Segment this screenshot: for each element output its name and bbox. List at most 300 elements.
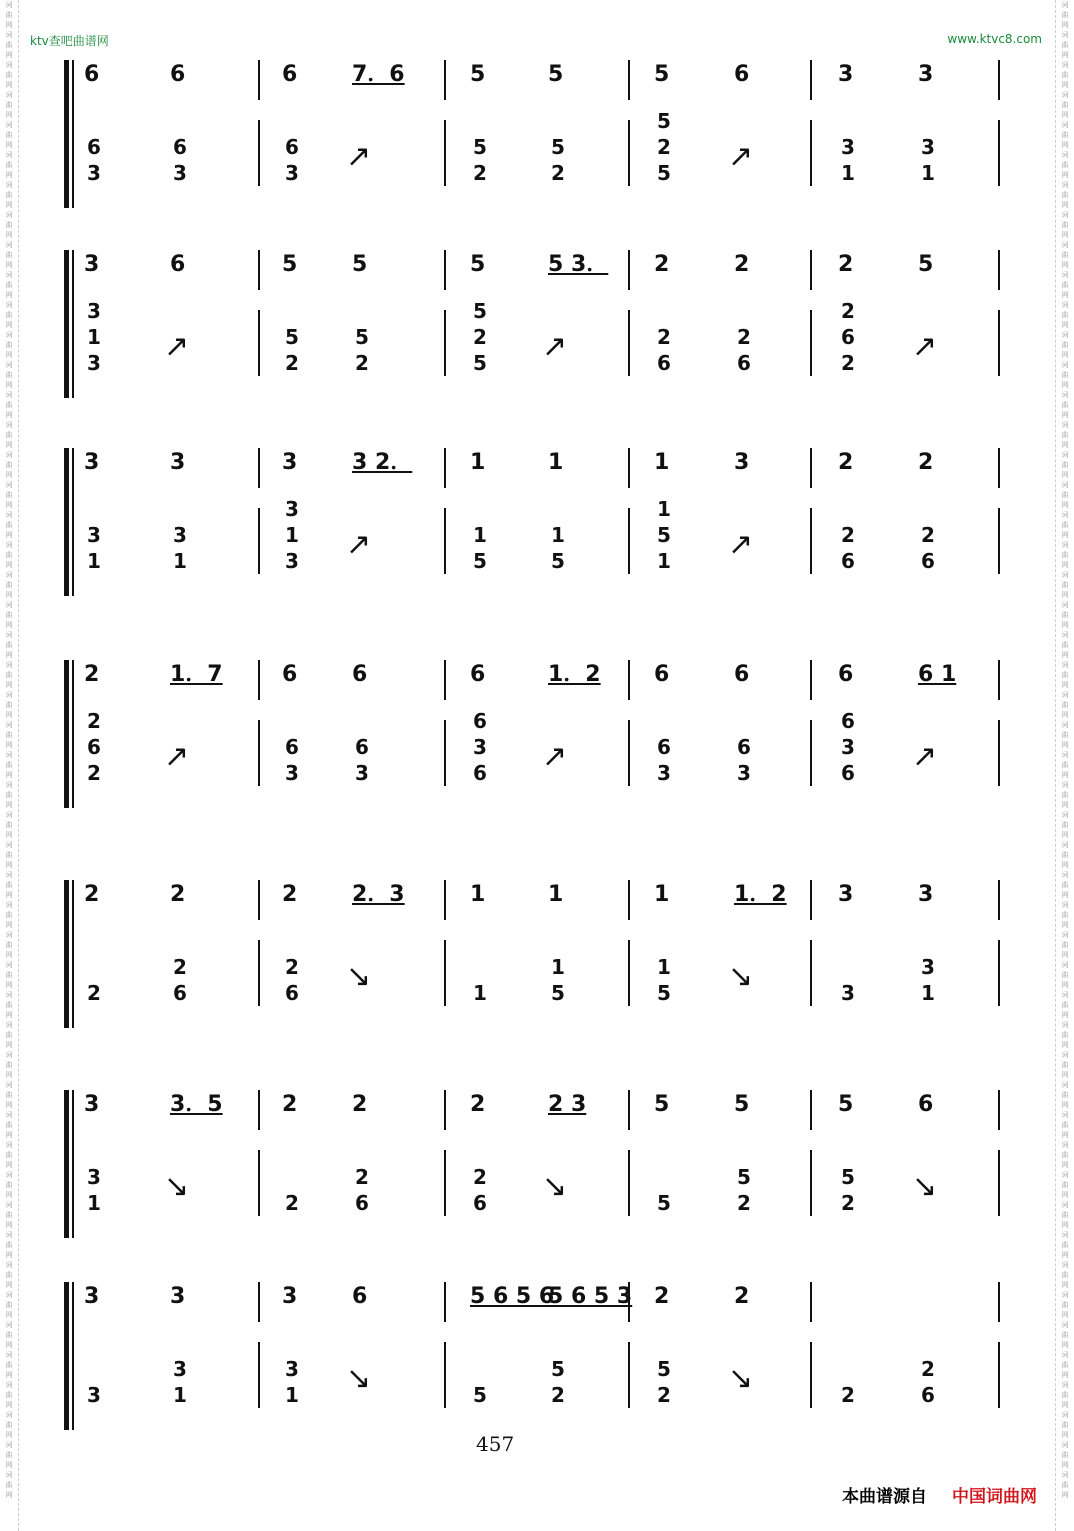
chord-note: 6 [285, 735, 299, 759]
lower-chord [654, 108, 674, 186]
barline [444, 1342, 446, 1408]
system-bracket [64, 1282, 69, 1430]
barline [258, 720, 260, 786]
upper-note: 3 2． [352, 450, 413, 475]
page-number: 457 [476, 1432, 515, 1456]
chord-note: 3 [285, 1357, 299, 1381]
upper-note: 2 [734, 1284, 750, 1309]
chord-note: 5 [657, 109, 671, 133]
lower-chord [918, 1356, 938, 1408]
lower-chord [282, 1356, 302, 1408]
chord-note: 6 [737, 351, 751, 375]
upper-note: 5 [734, 1092, 750, 1117]
chord-note: 3 [87, 161, 101, 185]
chord-note: 1 [551, 955, 565, 979]
lower-chord [654, 734, 674, 786]
system-bracket-inner [72, 448, 74, 596]
system-bracket-inner [72, 1282, 74, 1430]
chord-note: 1 [657, 549, 671, 573]
upper-note: 5 [352, 252, 368, 277]
lower-chord [282, 954, 302, 1006]
barline [258, 1282, 260, 1322]
chord-note: 6 [841, 325, 855, 349]
chord-note: 3 [921, 955, 935, 979]
barline [258, 448, 260, 488]
upper-note: 5 [838, 1092, 854, 1117]
chord-note: 5 [737, 1165, 751, 1189]
chord-note: 6 [173, 981, 187, 1005]
chord-note: 1 [285, 1383, 299, 1407]
lower-chord [838, 708, 858, 786]
chord-note: 5 [473, 351, 487, 375]
upper-note: 3 [170, 1284, 186, 1309]
barline [810, 60, 812, 100]
chord-note: 3 [737, 761, 751, 785]
upper-note: 3 [838, 62, 854, 87]
upper-note: 6 [470, 662, 486, 687]
barline [998, 720, 1000, 786]
chord-note: 1 [173, 549, 187, 573]
upper-note: 3 [838, 882, 854, 907]
barline [628, 1342, 630, 1408]
lower-chord [548, 1356, 568, 1408]
chord-note: 6 [87, 135, 101, 159]
lower-chord [84, 522, 104, 574]
barline [628, 1150, 630, 1216]
chord-note: 2 [473, 161, 487, 185]
chord-note: 6 [285, 135, 299, 159]
barline [258, 250, 260, 290]
upper-note: 3．5 [170, 1092, 223, 1117]
lower-chord [84, 298, 104, 376]
chord-note: 6 [737, 735, 751, 759]
barline [444, 508, 446, 574]
upper-note: 5 6 5 6 [470, 1284, 555, 1309]
barline [810, 660, 812, 700]
upper-note: 1．7 [170, 662, 223, 687]
barline [998, 940, 1000, 1006]
chord-note: 2 [87, 761, 101, 785]
chord-note: 2 [737, 1191, 751, 1215]
barline [998, 1150, 1000, 1216]
lower-chord [282, 496, 302, 574]
arrow-up-right-icon: ↗ [164, 329, 190, 364]
upper-note: 6 [918, 1092, 934, 1117]
upper-note: 2 [84, 882, 100, 907]
chord-note: 5 [657, 161, 671, 185]
lower-chord [734, 734, 754, 786]
lower-chord [352, 1164, 372, 1216]
barline [258, 660, 260, 700]
system-bracket [64, 448, 69, 596]
lower-chord [838, 1164, 858, 1216]
barline [444, 1150, 446, 1216]
chord-note: 2 [473, 325, 487, 349]
lower-chord [470, 298, 490, 376]
chord-note: 6 [841, 549, 855, 573]
barline [998, 250, 1000, 290]
barline [628, 120, 630, 186]
lower-chord [470, 980, 490, 1006]
chord-note: 6 [921, 1383, 935, 1407]
barline [628, 60, 630, 100]
chord-note: 3 [173, 1357, 187, 1381]
chord-note: 5 [657, 523, 671, 547]
lower-chord [170, 134, 190, 186]
chord-note: 5 [657, 1191, 671, 1215]
lower-chord [282, 324, 302, 376]
lower-chord [84, 1164, 104, 1216]
upper-note: 2 [838, 450, 854, 475]
upper-note: 3 [918, 62, 934, 87]
right-margin-watermark: 词 曲 网 词 曲 网 词 曲 网 词 曲 网 词 曲 网 词 曲 网 词 曲 网 词 曲 网 词 曲 网 词 曲 网 词 曲 网 词 曲 网 词 曲 网 词 曲 网 词 曲 网 词 曲 网 词 曲 网 词 曲 网 词 曲 网 词 曲 网 词 曲 网 词 曲 网 词 曲 网 词 曲 网 词 曲 网 词 曲 网 词 曲 网 词 曲 网 词 曲 网 词 曲 网 词 曲 网 词 曲 网 词 曲 网 词 曲 网 词 曲 网 词 曲 网 词 曲 网 词 曲 网 词 曲 网 词 曲 网 词 曲 网 词 曲 网 词 曲 网 词 曲 网 词 曲 网 词 曲 网 词 曲 网 词 曲 网 词 曲 网 词 曲 网 [1061, 1, 1069, 1499]
lower-chord [838, 298, 858, 376]
arrow-up-right-icon: ↗ [542, 329, 568, 364]
chord-note: 2 [841, 1383, 855, 1407]
lower-chord [470, 522, 490, 574]
barline [998, 120, 1000, 186]
upper-note: 2 3 [548, 1092, 587, 1117]
chord-note: 1 [87, 549, 101, 573]
chord-note: 2 [551, 1383, 565, 1407]
chord-note: 2 [921, 523, 935, 547]
chord-note: 5 [473, 549, 487, 573]
barline [444, 1282, 446, 1322]
barline [444, 940, 446, 1006]
barline [998, 310, 1000, 376]
barline [258, 1342, 260, 1408]
chord-note: 2 [841, 523, 855, 547]
upper-note: 7．6 [352, 62, 405, 87]
chord-note: 2 [551, 161, 565, 185]
upper-note: 6 [170, 252, 186, 277]
barline [444, 310, 446, 376]
chord-note: 2 [841, 351, 855, 375]
barline [444, 880, 446, 920]
upper-note: 5 6 5 3 [548, 1284, 633, 1309]
arrow-down-right-icon: ↘ [912, 1169, 938, 1204]
chord-note: 3 [841, 735, 855, 759]
chord-note: 5 [551, 981, 565, 1005]
barline [810, 250, 812, 290]
left-margin-watermark: 词 曲 网 词 曲 网 词 曲 网 词 曲 网 词 曲 网 词 曲 网 词 曲 网 词 曲 网 词 曲 网 词 曲 网 词 曲 网 词 曲 网 词 曲 网 词 曲 网 词 曲 网 词 曲 网 词 曲 网 词 曲 网 词 曲 网 词 曲 网 词 曲 网 词 曲 网 词 曲 网 词 曲 网 词 曲 网 词 曲 网 词 曲 网 词 曲 网 词 曲 网 词 曲 网 词 曲 网 词 曲 网 词 曲 网 词 曲 网 词 曲 网 词 曲 网 词 曲 网 词 曲 网 词 曲 网 词 曲 网 词 曲 网 词 曲 网 词 曲 网 词 曲 网 词 曲 网 词 曲 网 词 曲 网 词 曲 网 词 曲 网 词 曲 网 [5, 1, 13, 1499]
upper-note: 5 [470, 62, 486, 87]
arrow-up-right-icon: ↗ [542, 739, 568, 774]
upper-note: 5 [654, 62, 670, 87]
upper-note: 6 [282, 62, 298, 87]
chord-note: 2 [841, 1191, 855, 1215]
barline [810, 1150, 812, 1216]
barline [258, 940, 260, 1006]
chord-note: 2 [657, 135, 671, 159]
system-bracket [64, 60, 69, 208]
upper-note: 2 [84, 662, 100, 687]
chord-note: 2 [285, 351, 299, 375]
barline [258, 880, 260, 920]
chord-note: 3 [841, 981, 855, 1005]
chord-note: 2 [473, 1165, 487, 1189]
chord-note: 6 [841, 709, 855, 733]
barline [810, 1282, 812, 1322]
lower-chord [470, 1382, 490, 1408]
arrow-up-right-icon: ↗ [164, 739, 190, 774]
barline [998, 508, 1000, 574]
chord-note: 3 [285, 761, 299, 785]
system-bracket [64, 250, 69, 398]
chord-note: 6 [921, 549, 935, 573]
upper-note: 6 [170, 62, 186, 87]
barline [998, 1282, 1000, 1322]
arrow-up-right-icon: ↗ [728, 527, 754, 562]
arrow-up-right-icon: ↗ [728, 139, 754, 174]
chord-note: 5 [841, 1165, 855, 1189]
chord-note: 3 [285, 497, 299, 521]
upper-note: 3 [84, 1284, 100, 1309]
left-margin-line [18, 0, 19, 1531]
chord-note: 3 [87, 1383, 101, 1407]
lower-chord [84, 134, 104, 186]
upper-note: 1 [470, 450, 486, 475]
chord-note: 2 [355, 1165, 369, 1189]
upper-note: 3 [734, 450, 750, 475]
lower-chord [84, 1382, 104, 1408]
chord-note: 1 [173, 1383, 187, 1407]
arrow-down-right-icon: ↘ [542, 1169, 568, 1204]
chord-note: 5 [355, 325, 369, 349]
chord-note: 6 [657, 351, 671, 375]
system-bracket-inner [72, 250, 74, 398]
barline [628, 448, 630, 488]
chord-note: 3 [87, 351, 101, 375]
lower-chord [654, 324, 674, 376]
barline [628, 720, 630, 786]
lower-chord [170, 1356, 190, 1408]
arrow-up-right-icon: ↗ [912, 739, 938, 774]
lower-chord [548, 522, 568, 574]
upper-note: 1 [548, 450, 564, 475]
barline [258, 60, 260, 100]
system-bracket [64, 1090, 69, 1238]
lower-chord [548, 134, 568, 186]
barline [444, 60, 446, 100]
chord-note: 5 [473, 299, 487, 323]
upper-note: 6 1 [918, 662, 957, 687]
lower-chord [838, 522, 858, 574]
upper-note: 2 [352, 1092, 368, 1117]
barline [628, 940, 630, 1006]
upper-note: 5 [918, 252, 934, 277]
barline [810, 508, 812, 574]
upper-note: 1 [654, 882, 670, 907]
barline [444, 660, 446, 700]
chord-note: 6 [657, 735, 671, 759]
system-bracket-inner [72, 660, 74, 808]
chord-note: 5 [285, 325, 299, 349]
barline [810, 1090, 812, 1130]
right-margin-line [1055, 0, 1056, 1531]
upper-note: 1 [548, 882, 564, 907]
upper-note: 6 [654, 662, 670, 687]
chord-note: 2 [87, 981, 101, 1005]
chord-note: 5 [657, 981, 671, 1005]
chord-note: 1 [285, 523, 299, 547]
upper-note: 3 [282, 450, 298, 475]
chord-note: 3 [921, 135, 935, 159]
chord-note: 1 [473, 523, 487, 547]
chord-note: 3 [657, 761, 671, 785]
lower-chord [654, 954, 674, 1006]
barline [258, 310, 260, 376]
upper-note: 2 [654, 1284, 670, 1309]
upper-note: 1 [654, 450, 670, 475]
upper-note: 5 [654, 1092, 670, 1117]
lower-chord [918, 134, 938, 186]
chord-note: 3 [841, 135, 855, 159]
chord-note: 1 [657, 955, 671, 979]
lower-chord [352, 324, 372, 376]
upper-note: 5 3． [548, 252, 609, 277]
lower-chord [654, 1356, 674, 1408]
upper-note: 3 [84, 252, 100, 277]
barline [810, 310, 812, 376]
footer-source-site: 中国词曲网 [952, 1487, 1037, 1507]
upper-note: 2 [170, 882, 186, 907]
barline [628, 250, 630, 290]
lower-chord [838, 980, 858, 1006]
barline [444, 720, 446, 786]
system-bracket [64, 880, 69, 1028]
chord-note: 5 [657, 1357, 671, 1381]
upper-note: 5 [282, 252, 298, 277]
chord-note: 2 [355, 351, 369, 375]
lower-chord [838, 1382, 858, 1408]
chord-note: 3 [87, 1165, 101, 1189]
arrow-down-right-icon: ↘ [728, 1361, 754, 1396]
chord-note: 5 [551, 135, 565, 159]
chord-note: 6 [355, 1191, 369, 1215]
upper-note: 2 [734, 252, 750, 277]
upper-note: 1．2 [734, 882, 787, 907]
system-bracket-inner [72, 880, 74, 1028]
upper-note: 6 [84, 62, 100, 87]
chord-note: 3 [285, 161, 299, 185]
system-bracket-inner [72, 60, 74, 208]
barline [444, 120, 446, 186]
upper-note: 3 [84, 1092, 100, 1117]
system-bracket [64, 660, 69, 808]
upper-note: 1 [470, 882, 486, 907]
chord-note: 2 [921, 1357, 935, 1381]
chord-note: 6 [87, 735, 101, 759]
lower-chord [282, 734, 302, 786]
upper-note: 6 [352, 662, 368, 687]
chord-note: 1 [841, 161, 855, 185]
lower-chord [654, 496, 674, 574]
barline [258, 1090, 260, 1130]
chord-note: 1 [473, 981, 487, 1005]
lower-chord [654, 1190, 674, 1216]
upper-note: 2．3 [352, 882, 405, 907]
chord-note: 3 [173, 523, 187, 547]
upper-note: 2 [838, 252, 854, 277]
system-bracket-inner [72, 1090, 74, 1238]
chord-note: 6 [173, 135, 187, 159]
chord-note: 5 [551, 549, 565, 573]
chord-note: 5 [473, 1383, 487, 1407]
chord-note: 6 [473, 761, 487, 785]
barline [810, 720, 812, 786]
upper-note: 3 [282, 1284, 298, 1309]
chord-note: 6 [473, 709, 487, 733]
upper-note: 2 [282, 882, 298, 907]
upper-note: 2 [470, 1092, 486, 1117]
barline [258, 1150, 260, 1216]
chord-note: 2 [737, 325, 751, 349]
chord-note: 1 [551, 523, 565, 547]
chord-note: 1 [921, 161, 935, 185]
upper-note: 5 [470, 252, 486, 277]
barline [444, 448, 446, 488]
chord-note: 3 [87, 299, 101, 323]
chord-note: 2 [87, 709, 101, 733]
chord-note: 1 [921, 981, 935, 1005]
chord-note: 2 [657, 1383, 671, 1407]
chord-note: 2 [285, 1191, 299, 1215]
lower-chord [470, 1164, 490, 1216]
chord-note: 3 [173, 161, 187, 185]
footer-source-label: 本曲谱源自 [842, 1487, 927, 1507]
lower-chord [918, 522, 938, 574]
barline [628, 880, 630, 920]
barline [998, 1342, 1000, 1408]
upper-note: 3 [84, 450, 100, 475]
barline [444, 1090, 446, 1130]
upper-note: 6 [282, 662, 298, 687]
header-site-url: www.ktvc8.com [947, 32, 1042, 46]
lower-chord [918, 954, 938, 1006]
barline [810, 940, 812, 1006]
upper-note: 3 [170, 450, 186, 475]
barline [258, 508, 260, 574]
upper-note: 2 [654, 252, 670, 277]
barline [998, 448, 1000, 488]
barline [628, 1090, 630, 1130]
chord-note: 5 [551, 1357, 565, 1381]
chord-note: 2 [657, 325, 671, 349]
lower-chord [282, 134, 302, 186]
lower-chord [352, 734, 372, 786]
upper-note: 5 [548, 62, 564, 87]
arrow-up-right-icon: ↗ [346, 527, 372, 562]
chord-note: 3 [473, 735, 487, 759]
chord-note: 2 [285, 955, 299, 979]
chord-note: 6 [841, 761, 855, 785]
chord-note: 1 [657, 497, 671, 521]
upper-note: 3 [918, 882, 934, 907]
barline [810, 120, 812, 186]
chord-note: 6 [355, 735, 369, 759]
barline [810, 448, 812, 488]
barline [628, 310, 630, 376]
lower-chord [170, 954, 190, 1006]
arrow-down-right-icon: ↘ [164, 1169, 190, 1204]
upper-note: 2 [918, 450, 934, 475]
upper-note: 6 [734, 62, 750, 87]
barline [810, 1342, 812, 1408]
arrow-down-right-icon: ↘ [728, 959, 754, 994]
chord-note: 1 [87, 1191, 101, 1215]
chord-note: 1 [87, 325, 101, 349]
